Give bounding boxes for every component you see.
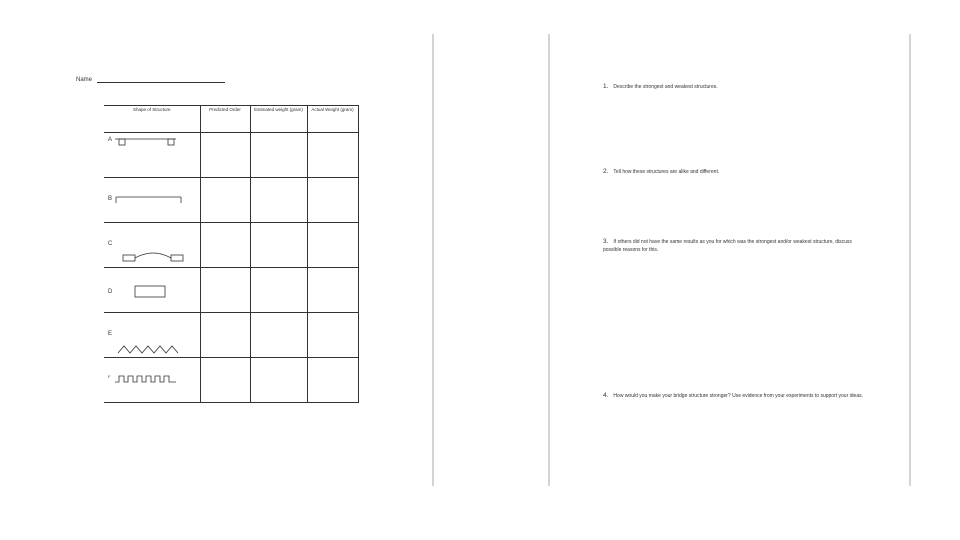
- shape-cell-e: [104, 313, 200, 358]
- predicted-order-c[interactable]: [200, 223, 250, 268]
- header-predicted-order: Predicted Order: [200, 106, 250, 133]
- actual-weight-a[interactable]: [307, 133, 358, 178]
- structure-table: [104, 105, 359, 403]
- table-header-row: [104, 106, 358, 133]
- actual-weight-c[interactable]: [307, 223, 358, 268]
- page-divider-right: [909, 34, 911, 486]
- row-label-f: F: [108, 374, 111, 379]
- actual-weight-f[interactable]: [307, 358, 358, 403]
- question-2: [603, 168, 873, 176]
- estimated-weight-d[interactable]: [250, 268, 307, 313]
- name-blank-line: [97, 76, 225, 83]
- predicted-order-a[interactable]: [200, 133, 250, 178]
- question-4-number: 4.: [603, 392, 609, 399]
- question-4-text: How would you make your bridge structure stronger? Use evidence from your experiments to support your ideas.: [613, 393, 863, 399]
- estimated-weight-a[interactable]: [250, 133, 307, 178]
- estimated-weight-e[interactable]: [250, 313, 307, 358]
- table-row: [104, 223, 358, 268]
- shape-b-drawing: [104, 178, 200, 222]
- predicted-order-f[interactable]: [200, 358, 250, 403]
- row-label-a: A: [108, 137, 113, 143]
- question-1-text: Describe the strongest and weakest structures.: [613, 84, 718, 90]
- question-2-text: Tell how these structures are alike and different.: [613, 169, 720, 175]
- predicted-order-b[interactable]: [200, 178, 250, 223]
- shape-d-drawing: [104, 268, 200, 312]
- row-label-d: D: [108, 289, 113, 295]
- table-row: [104, 268, 358, 313]
- predicted-order-e[interactable]: [200, 313, 250, 358]
- question-2-number: 2.: [603, 168, 609, 175]
- shape-cell-d: [104, 268, 200, 313]
- estimated-weight-c[interactable]: [250, 223, 307, 268]
- question-3-text: If others did not have the same results as you for which was the strongest and/or weakest structure, discuss possible reasons for this.: [603, 239, 852, 253]
- row-label-e: E: [108, 331, 113, 337]
- shape-a-drawing: [104, 133, 200, 177]
- header-shape: Shape of Structure: [104, 106, 200, 133]
- shape-e-drawing: [104, 313, 200, 357]
- question-1-number: 1.: [603, 83, 609, 90]
- shape-cell-f: [104, 358, 200, 403]
- page-divider-middle: [548, 34, 550, 486]
- question-3: [603, 238, 865, 254]
- table-row: [104, 133, 358, 178]
- shape-cell-a: [104, 133, 200, 178]
- question-1: [603, 83, 873, 91]
- table-row: [104, 313, 358, 358]
- question-4: [603, 392, 869, 400]
- predicted-order-d[interactable]: [200, 268, 250, 313]
- header-estimated-weight: Estimated weight (gram): [250, 106, 307, 133]
- shape-cell-b: [104, 178, 200, 223]
- actual-weight-b[interactable]: [307, 178, 358, 223]
- table-row: [104, 358, 358, 403]
- actual-weight-d[interactable]: [307, 268, 358, 313]
- actual-weight-e[interactable]: [307, 313, 358, 358]
- estimated-weight-b[interactable]: [250, 178, 307, 223]
- shape-cell-c: [104, 223, 200, 268]
- shape-f-drawing: [104, 358, 200, 402]
- question-3-number: 3.: [603, 238, 609, 245]
- table-row: [104, 178, 358, 223]
- estimated-weight-f[interactable]: [250, 358, 307, 403]
- row-label-b: B: [108, 196, 113, 202]
- header-actual-weight: Actual Weight (gram): [307, 106, 358, 133]
- row-label-c: C: [108, 241, 113, 247]
- shape-c-drawing: [104, 223, 200, 267]
- name-label: Name: [76, 77, 93, 83]
- name-field: [76, 76, 225, 83]
- page-divider-left: [432, 34, 434, 486]
